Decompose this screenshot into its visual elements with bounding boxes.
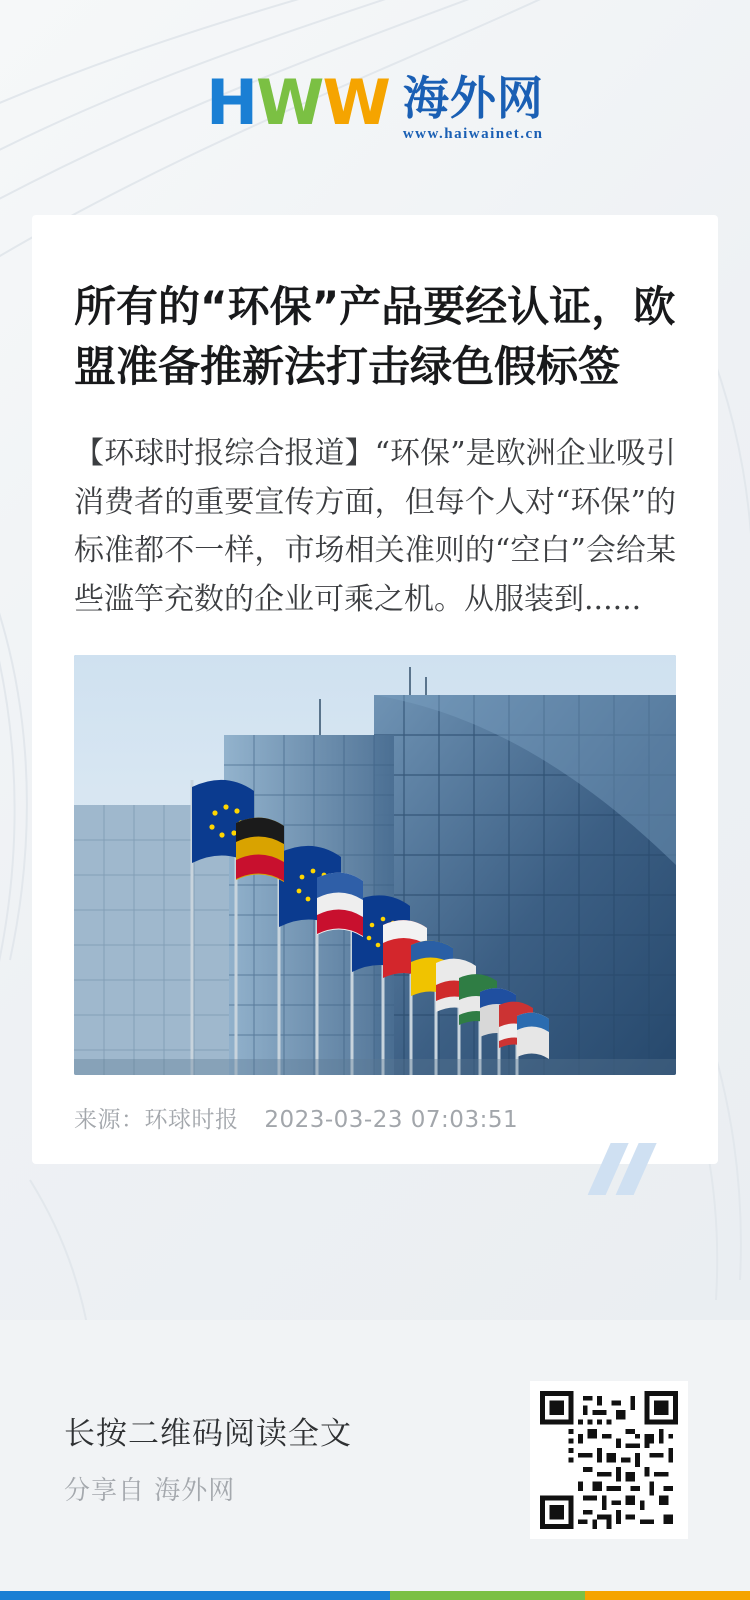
article-datetime: 2023-03-23 07:03:51 xyxy=(264,1106,519,1133)
brand-color-bar xyxy=(0,1591,750,1600)
qr-code[interactable] xyxy=(530,1381,688,1539)
logo-letter-h: H xyxy=(206,65,257,139)
article-card[interactable] xyxy=(32,215,718,1164)
article-source: 来源：环球时报 xyxy=(74,1106,239,1133)
brand-bar-orange xyxy=(585,1591,750,1600)
footer-text-block xyxy=(64,1413,352,1507)
share-footer xyxy=(0,1320,750,1600)
footer-main-text: 长按二维码阅读全文 xyxy=(64,1415,352,1452)
brand-bar-blue xyxy=(0,1591,390,1600)
brand-bar-green xyxy=(390,1591,585,1600)
logo-website-url: www.haiwainet.cn xyxy=(402,126,544,143)
site-logo[interactable] xyxy=(206,65,544,143)
logo-letter-w2: W xyxy=(322,65,389,139)
article-title: 所有的“环保”产品要经认证，欧盟准备推新法打击绿色假标签 xyxy=(74,282,676,391)
site-header xyxy=(0,0,750,215)
article-summary: 【环球时报综合报道】“环保”是欧洲企业吸引消费者的重要宣传方面，但每个人对“环保”的标准都不一样，市场相关准则的“空白”会给某些滥竽充数的企业可乘之机。从服装到...... xyxy=(74,436,676,618)
article-meta xyxy=(74,1101,676,1134)
article-image xyxy=(74,655,676,1075)
logo-chinese-block xyxy=(403,72,544,143)
footer-sub-text: 分享自 海外网 xyxy=(64,1476,236,1507)
logo-letters xyxy=(206,65,389,139)
logo-letter-w1: W xyxy=(256,65,323,139)
logo-chinese-name: 海外网 xyxy=(402,70,544,125)
